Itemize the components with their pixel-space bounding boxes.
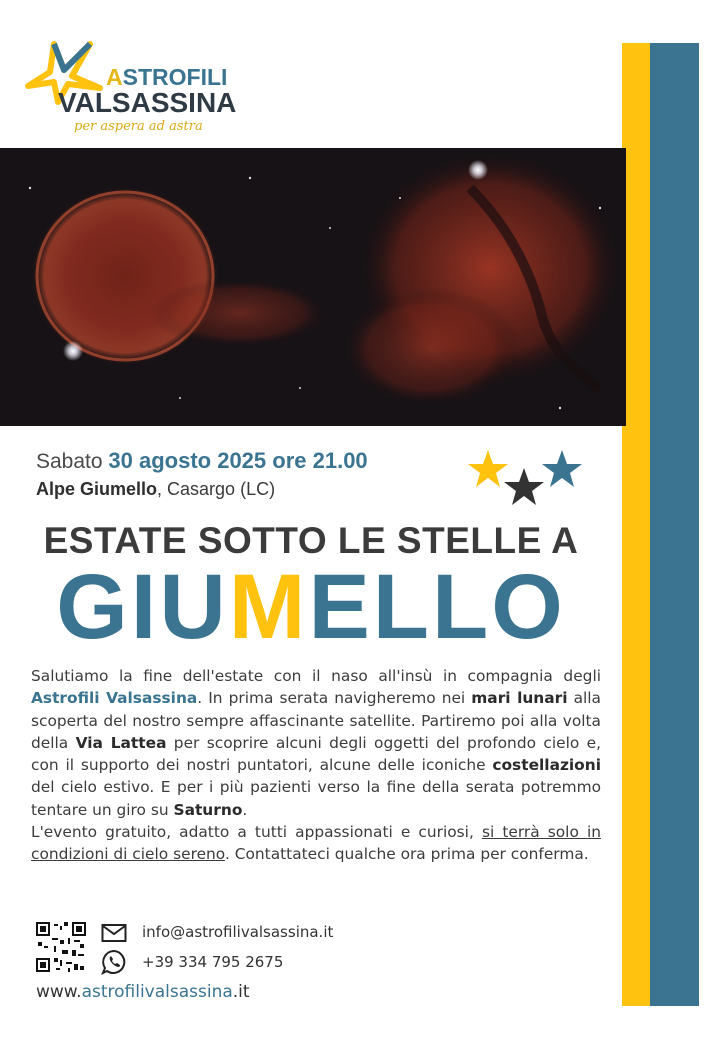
event-description — [31, 665, 601, 866]
description-paragraph-1: Salutiamo la fine dell'estate con il naso all'insù in compagnia degli Astrofili Valsassina. In prima serata navigheremo nei mari lunari alla scoperta del nostro sempre affascinante satellite. Partiremo poi alla volta della Via Lattea per scoprire alcuni degli oggetti del profondo cielo e, con il supporto dei nostri puntatori, alcune delle iconiche costellazioni del cielo estivo. E per i più pazienti verso la fine della serata potremmo tentare un giro su Saturno. — [31, 667, 601, 819]
yellow-side-stripe — [622, 43, 650, 1006]
whatsapp-icon — [101, 949, 127, 975]
logo — [24, 36, 254, 146]
logo-line-2: VALSASSINA — [58, 87, 237, 118]
description-paragraph-2: L'evento gratuito, adatto a tutti appassionati e curiosi, si terrà solo in condizioni di cielo sereno. Contattateci qualche ora prima per conferma. — [31, 823, 601, 864]
mail-icon — [101, 923, 127, 943]
website-link[interactable]: www.astrofilivalsassina.it — [36, 982, 250, 1002]
blue-side-stripe — [650, 43, 699, 1006]
logo-line-1: ASTROFILI — [106, 64, 228, 90]
nebula-photo — [0, 148, 626, 426]
qr-code-icon — [36, 922, 86, 972]
three-stars-icon — [464, 446, 584, 512]
event-place: Alpe Giumello, Casargo (LC) — [36, 479, 276, 499]
contact-email[interactable]: info@astrofilivalsassina.it — [142, 923, 334, 941]
headline: ESTATE SOTTO LE STELLE A — [43, 520, 579, 561]
contact-phone[interactable]: +39 334 795 2675 — [142, 953, 284, 971]
logo-tagline: per aspera ad astra — [74, 119, 203, 134]
event-date: Sabato 30 agosto 2025 ore 21.00 — [36, 448, 368, 473]
event-title: GIUMELLO — [56, 556, 566, 658]
